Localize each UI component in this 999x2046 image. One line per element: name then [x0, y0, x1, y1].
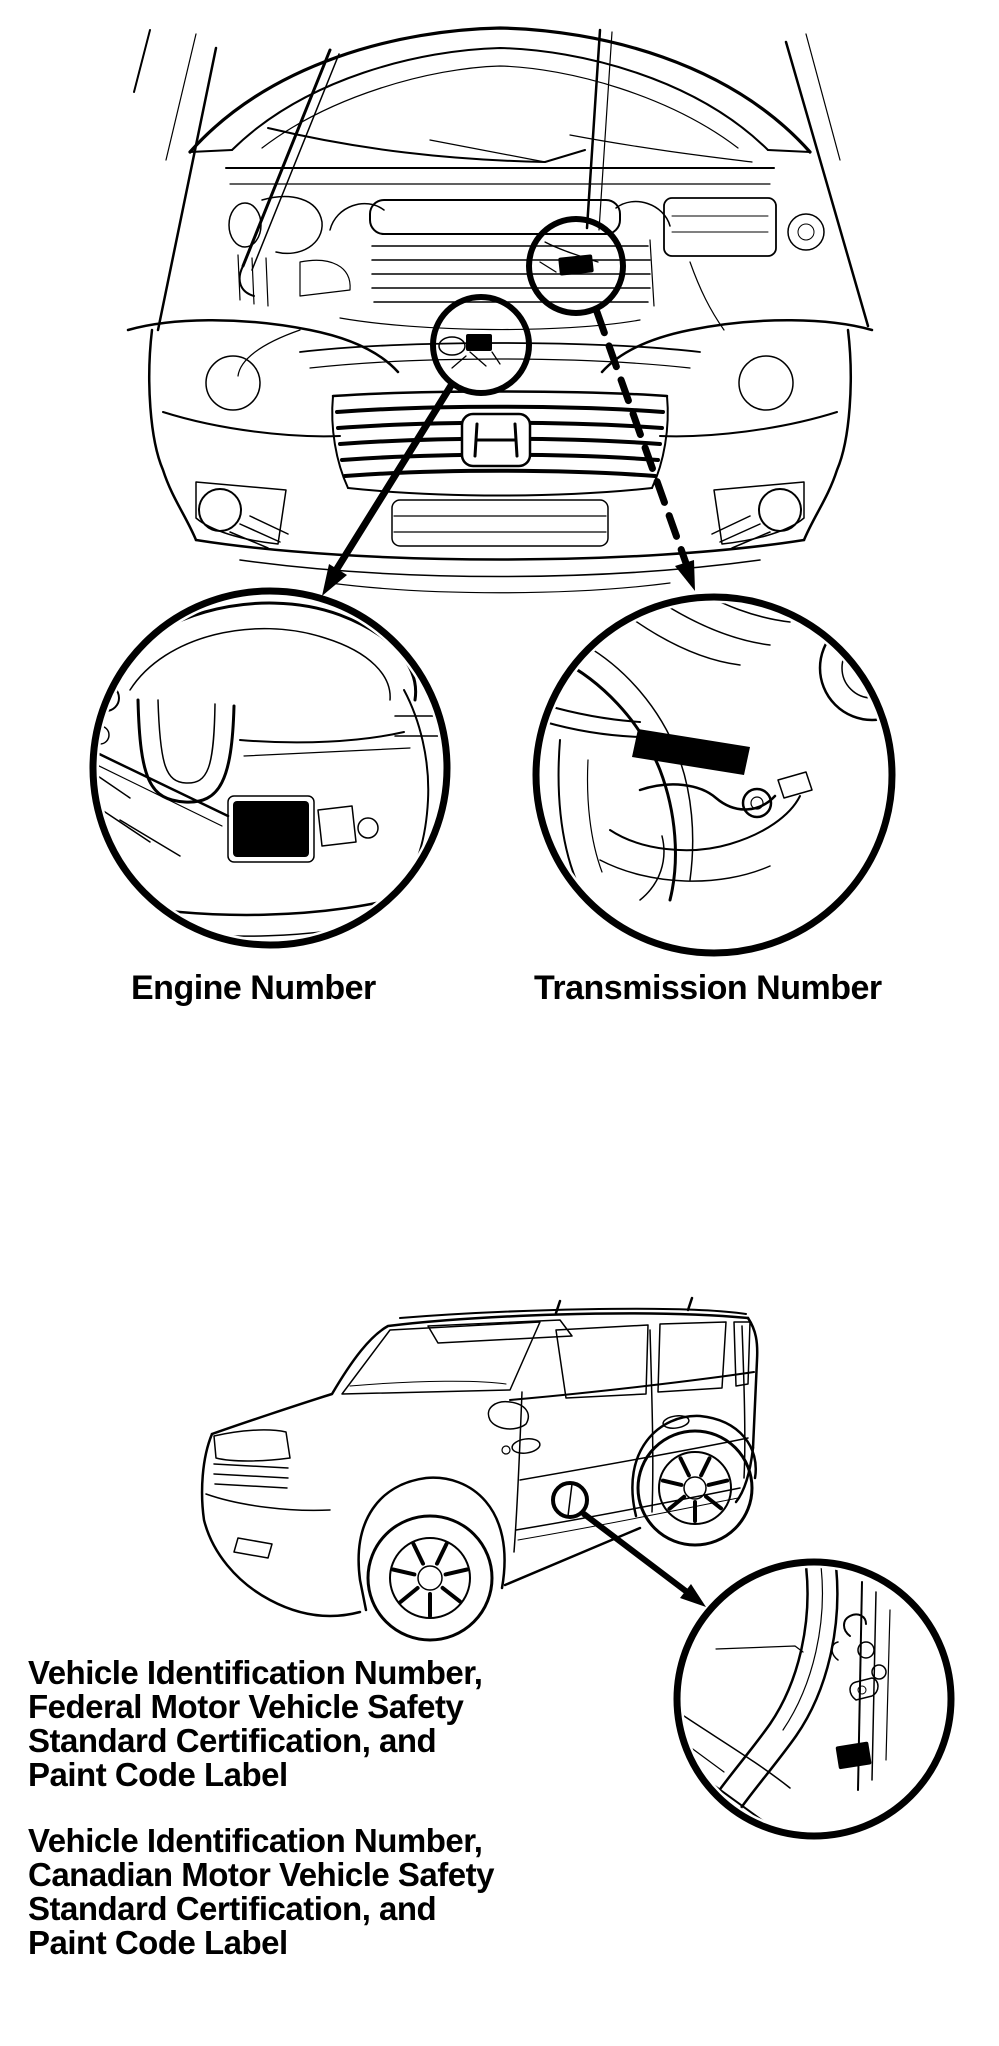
caption-line: Canadian Motor Vehicle Safety — [28, 1856, 494, 1893]
transmission-number-caption: Transmission Number — [534, 969, 882, 1007]
engine-number-detail-circle — [91, 591, 447, 945]
caption-line: Standard Certification, and — [28, 1722, 437, 1759]
left-headlight-lens — [206, 356, 260, 410]
engine-number-label — [233, 801, 309, 857]
caption-line: Paint Code Label — [28, 1924, 288, 1961]
transmission-number-label — [632, 729, 750, 775]
engine-bay-illustration — [128, 28, 872, 596]
engine-number-plate — [466, 334, 492, 351]
right-fog-light — [759, 489, 801, 531]
vin-certification-label — [835, 1741, 871, 1769]
front-fascia — [128, 320, 872, 593]
caption-line: Vehicle Identification Number, — [28, 1822, 483, 1859]
engine-location-circle — [433, 297, 529, 393]
caption-line: Vehicle Identification Number, — [28, 1654, 483, 1691]
suv-illustration — [202, 1298, 757, 1640]
caption-line: Standard Certification, and — [28, 1890, 437, 1927]
federal-vin-label-caption — [28, 1656, 482, 1792]
caption-line: Federal Motor Vehicle Safety — [28, 1688, 464, 1725]
canadian-vin-label-caption — [28, 1824, 494, 1960]
side-mirror — [488, 1402, 528, 1429]
left-fog-light — [199, 489, 241, 531]
transmission-callout-arrow — [597, 312, 695, 591]
vin-label-detail-circle — [677, 1562, 951, 1836]
caption-line: Paint Code Label — [28, 1756, 288, 1793]
rear-door-handle — [662, 1414, 689, 1430]
engine-callout-arrow — [322, 384, 452, 596]
honda-badge-icon — [462, 414, 530, 466]
transmission-number-plate — [558, 254, 594, 275]
engine-number-caption: Engine Number — [131, 969, 376, 1007]
transmission-number-detail-circle — [536, 585, 924, 953]
right-headlight-lens — [739, 356, 793, 410]
front-door-handle — [511, 1437, 541, 1455]
vin-callout-arrow — [584, 1514, 706, 1607]
front-wheel — [368, 1516, 492, 1640]
